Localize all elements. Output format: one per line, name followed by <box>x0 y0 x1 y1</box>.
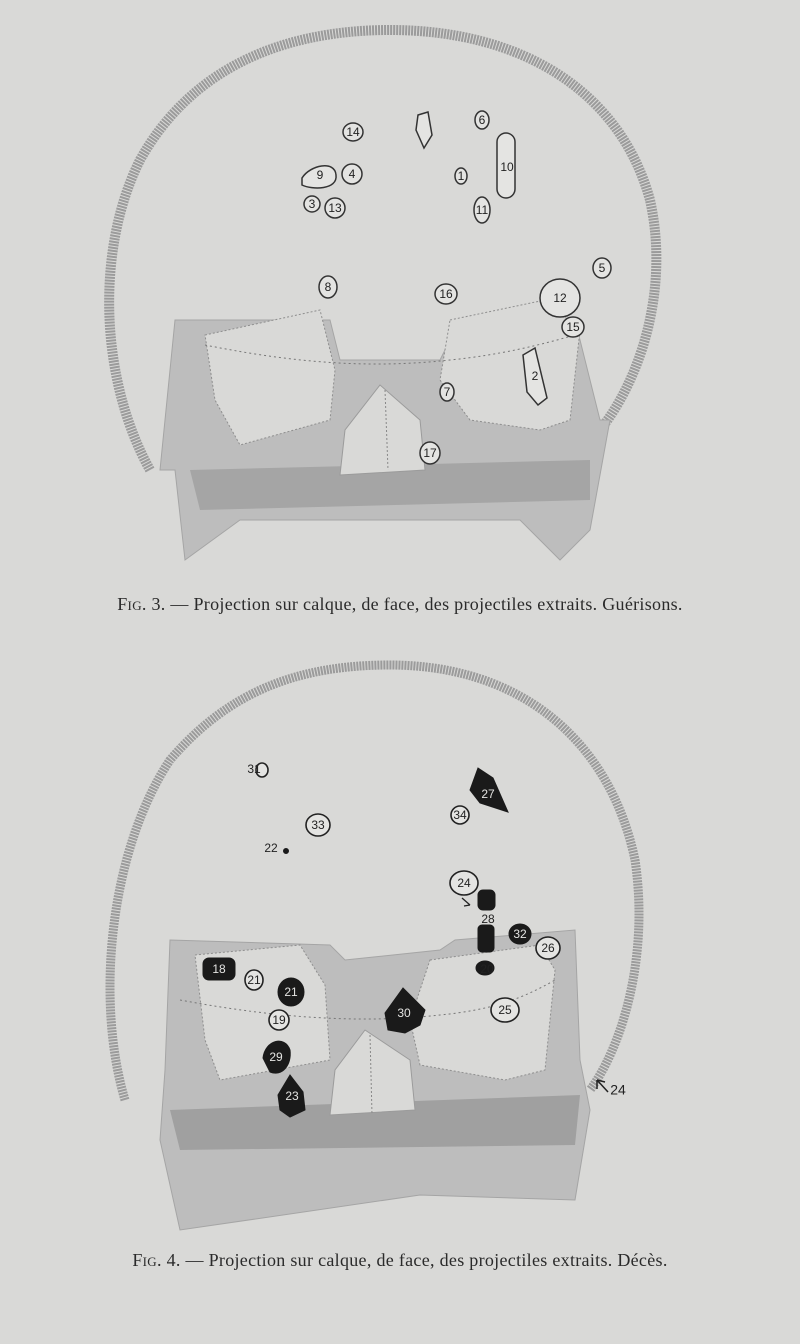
marker-label: 10 <box>500 160 514 175</box>
marker-label: 33 <box>311 818 325 833</box>
arrow-24-pointer <box>462 898 470 906</box>
marker-label: 26 <box>541 941 555 956</box>
figure-4 <box>0 640 800 1320</box>
marker-label: 12 <box>553 291 567 306</box>
caption-prefix: Fig. 4. — <box>132 1250 209 1270</box>
marker-fragment-top <box>416 112 432 148</box>
figure-3 <box>0 0 800 640</box>
caption-text: Projection sur calque, de face, des projectiles extraits. Décès. <box>208 1250 668 1270</box>
figure-3-caption <box>0 594 800 615</box>
marker-label: 34 <box>453 808 467 823</box>
marker-label: 15 <box>566 320 580 335</box>
marker-22 <box>284 849 289 854</box>
marker-28-bottom <box>478 925 494 952</box>
marker-label: 21 <box>247 973 261 988</box>
marker-label: 27 <box>481 787 495 802</box>
marker-label: 2 <box>531 369 539 384</box>
skull-diagram-fig4 <box>0 640 800 1280</box>
marker-label: 31 <box>247 762 261 777</box>
marker-label: 22 <box>264 841 278 856</box>
marker-label: 23 <box>285 1089 299 1104</box>
marker-label: 3 <box>308 197 316 212</box>
figure-4-caption <box>0 1250 800 1271</box>
marker-label: 5 <box>598 261 606 276</box>
marker-label: 21 <box>284 985 298 1000</box>
marker-label: 32 <box>513 927 527 942</box>
marker-label: 24 <box>457 876 471 891</box>
marker-label: 16 <box>439 287 453 302</box>
marker-label: 13 <box>328 201 342 216</box>
caption-text: Projection sur calque, de face, des projectiles extraits. Guérisons. <box>193 594 683 614</box>
marker-label: 11 <box>475 203 489 218</box>
arrow-24-bottom <box>597 1080 608 1092</box>
marker-label: 14 <box>346 125 360 140</box>
marker-label: 19 <box>272 1013 286 1028</box>
marker-label: 18 <box>212 962 226 977</box>
marker-label: 30 <box>397 1006 411 1021</box>
skull-diagram-fig3 <box>0 0 800 640</box>
marker-28-top <box>478 890 495 910</box>
marker-label: 20 <box>480 962 494 977</box>
marker-label: 4 <box>348 167 356 182</box>
marker-label: 17 <box>423 446 437 461</box>
marker-label: 29 <box>269 1050 283 1065</box>
marker-label: 28 <box>481 912 495 927</box>
caption-prefix: Fig. 3. — <box>117 594 194 614</box>
marker-label: 25 <box>498 1003 512 1018</box>
marker-label: 24 <box>610 1081 626 1098</box>
marker-label: 9 <box>316 168 324 183</box>
marker-label: 1 <box>457 169 465 184</box>
marker-label: 8 <box>324 280 332 295</box>
marker-label: 7 <box>443 385 451 400</box>
marker-label: 6 <box>478 113 486 128</box>
